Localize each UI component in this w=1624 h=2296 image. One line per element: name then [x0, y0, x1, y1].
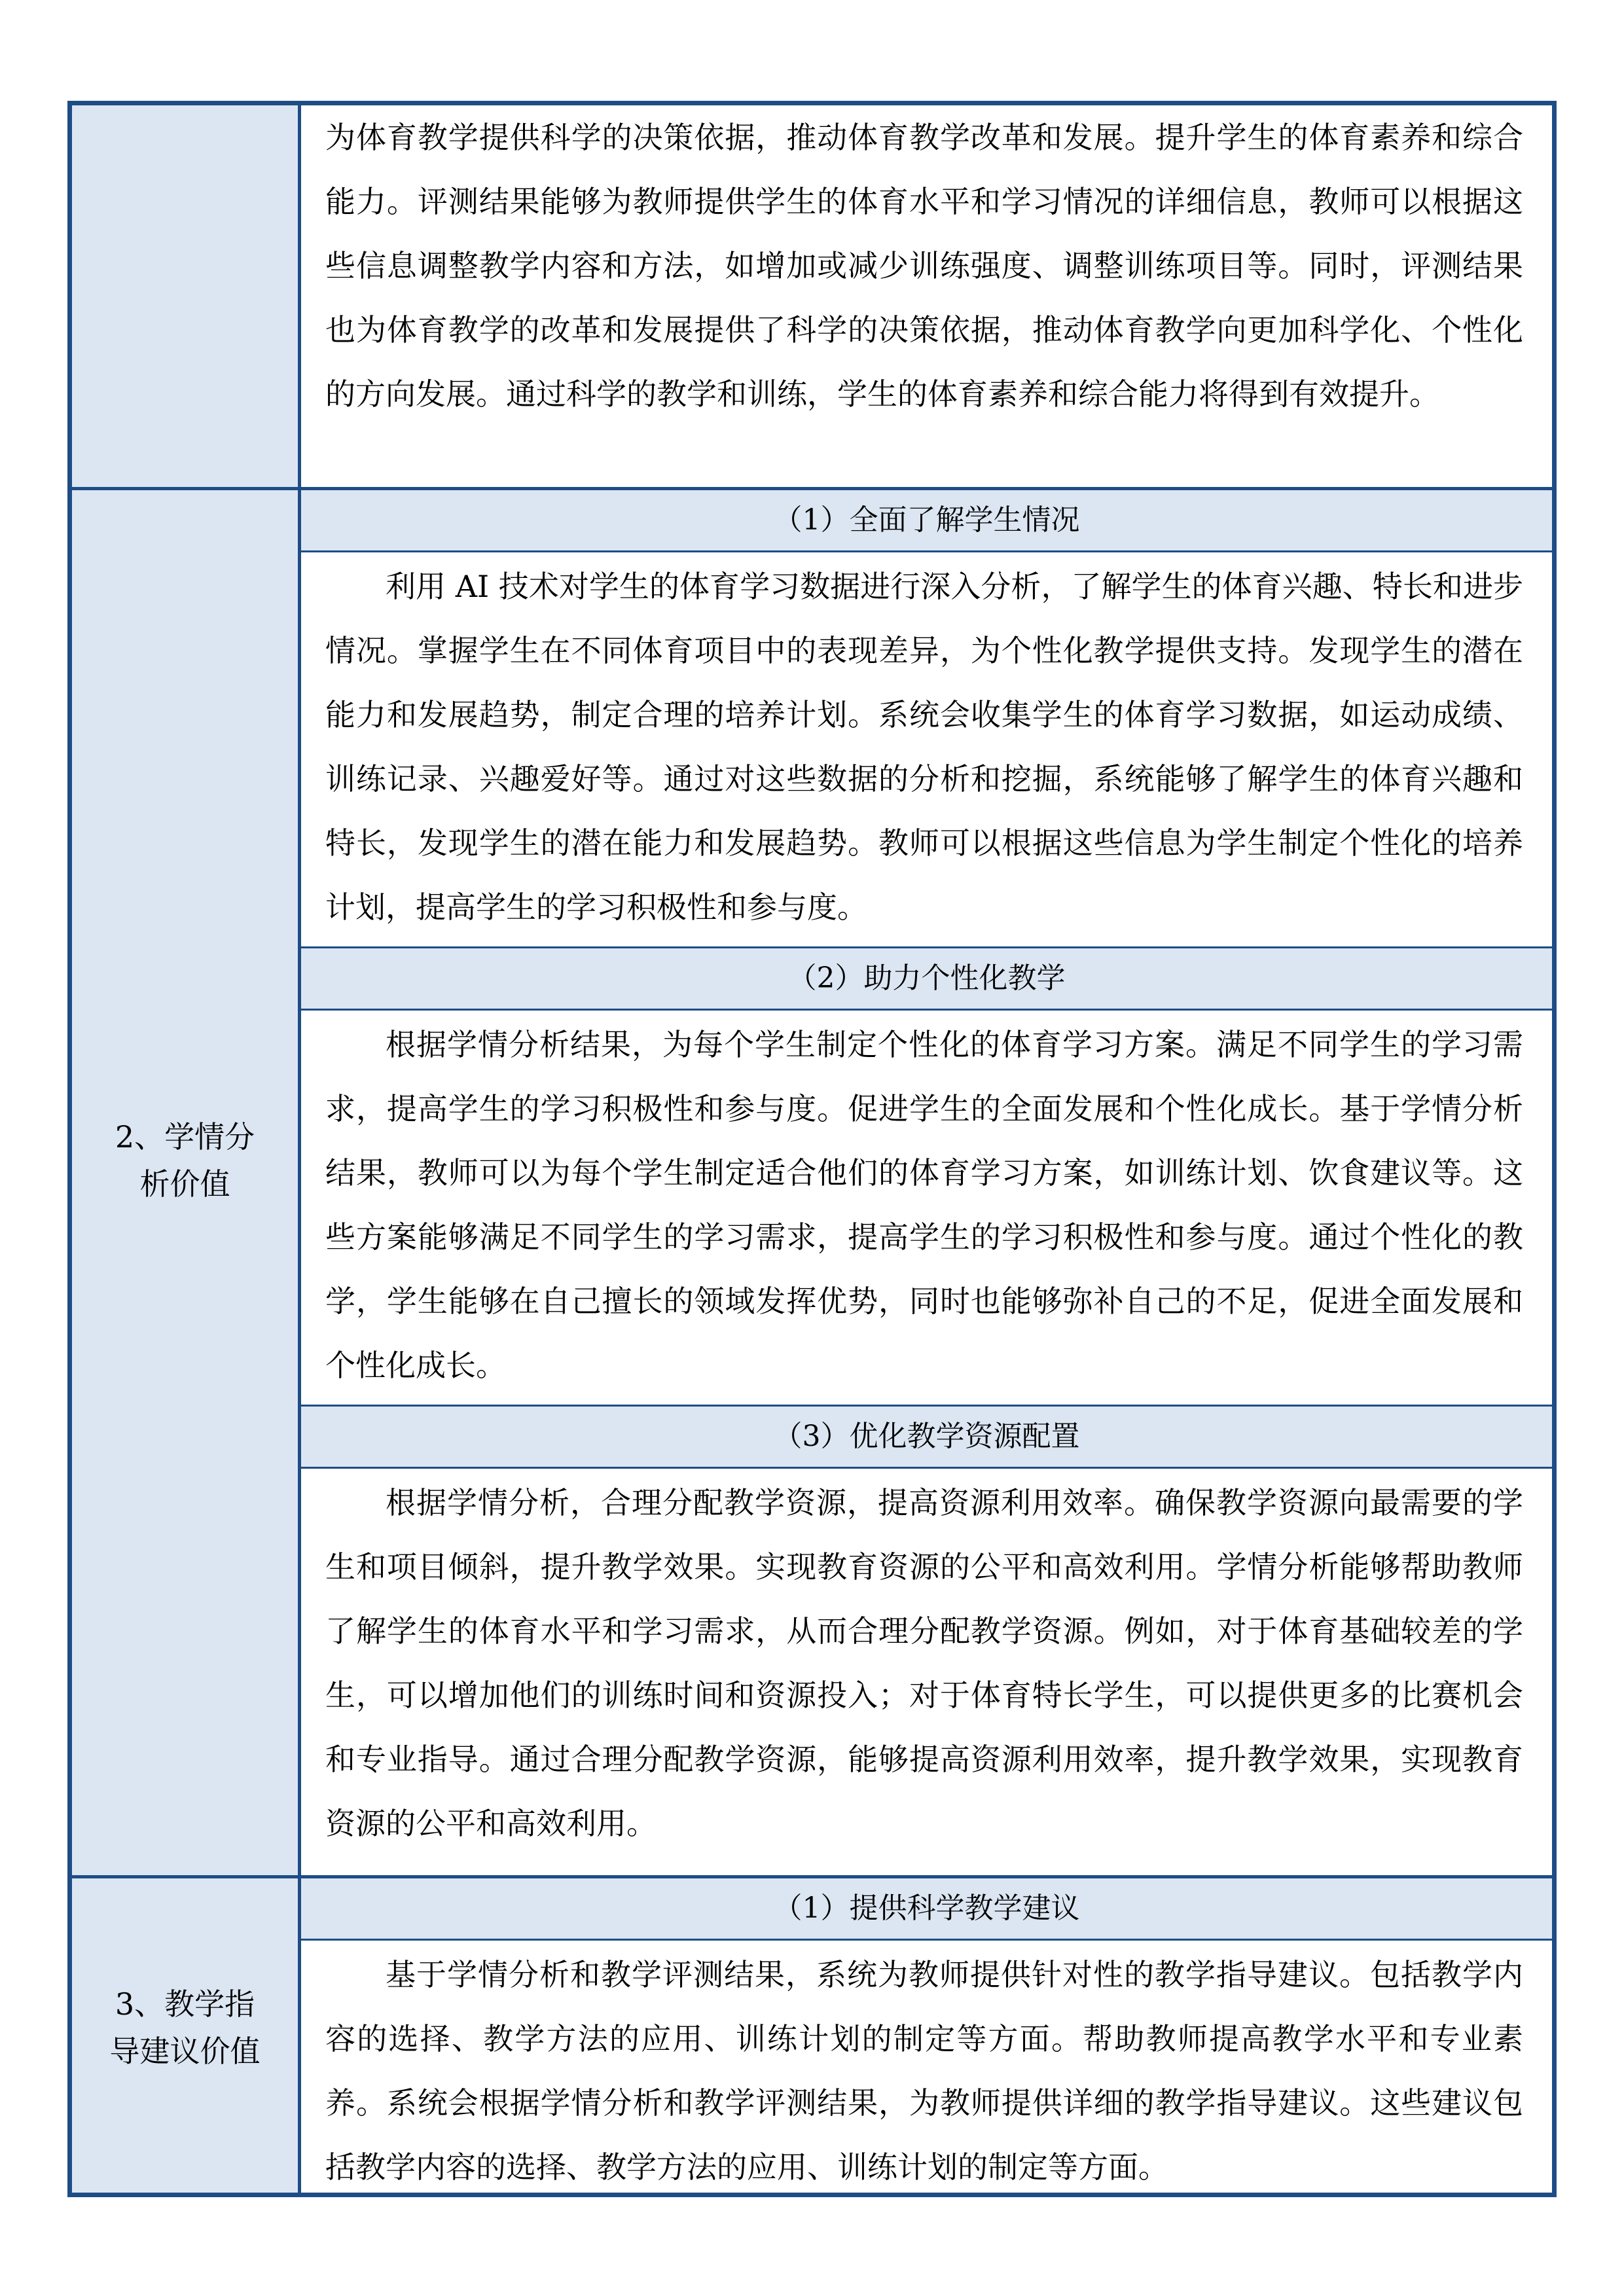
row-divider — [72, 487, 1552, 490]
row-divider — [72, 1875, 1552, 1878]
section-heading: （3）优化教学资源配置 — [301, 1407, 1552, 1467]
row-label-line: 2、学情分 — [115, 1119, 255, 1155]
section-heading: （1）提供科学教学建议 — [301, 1878, 1552, 1939]
section-divider — [298, 550, 1552, 552]
row1-label-cell — [72, 105, 298, 487]
section-divider — [298, 1467, 1552, 1469]
row-label-line: 析价值 — [139, 1166, 230, 1202]
paragraph: 利用 AI 技术对学生的体育学习数据进行深入分析，了解学生的体育兴趣、特长和进步情况。掌握学生在不同体育项目中的表现差异，为个性化教学提供支持。发现学生的潜在能力和发展趋势，制定合理的培养计划。系统会收集学生的体育学习数据，如运动成绩、训练记录、兴趣爱好等。通过对这些数据的分析和挖掘，系统能够了解学生的体育兴趣和特长，发现学生的潜在能力和发展趋势。教师可以根据这些信息为学生制定个性化的培养计划，提高学生的学习积极性和参与度。 — [325, 569, 1523, 925]
row-label-line: 导建议价值 — [109, 2034, 261, 2069]
content-table — [67, 101, 1557, 2197]
paragraph: 为体育教学提供科学的决策依据，推动体育教学改革和发展。提升学生的体育素养和综合能力。评测结果能够为教师提供学生的体育水平和学习情况的详细信息，教师可以根据这些信息调整教学内容和方法，如增加或减少训练强度、调整训练项目等。同时，评测结果也为体育教学的改革和发展提供了科学的决策依据，推动体育教学向更加科学化、个性化的方向发展。通过科学的教学和训练，学生的体育素养和综合能力将得到有效提升。 — [325, 120, 1523, 412]
section-divider — [298, 946, 1552, 948]
section-divider — [298, 1009, 1552, 1011]
column-divider — [298, 105, 301, 2193]
paragraph: 根据学情分析，合理分配教学资源，提高资源利用效率。确保教学资源向最需要的学生和项目倾斜，提升教学效果。实现教育资源的公平和高效利用。学情分析能够帮助教师了解学生的体育水平和学习需求，从而合理分配教学资源。例如，对于体育基础较差的学生，可以增加他们的训练时间和资源投入；对于体育特长学生，可以提供更多的比赛机会和专业指导。通过合理分配教学资源，能够提高资源利用效率，提升教学效果，实现教育资源的公平和高效利用。 — [325, 1485, 1523, 1841]
section-divider — [298, 1939, 1552, 1941]
row-label — [72, 1113, 298, 1208]
section-divider — [298, 1405, 1552, 1407]
row-label — [72, 1981, 298, 2075]
paragraph: 基于学情分析和教学评测结果，系统为教师提供针对性的教学指导建议。包括教学内容的选择、教学方法的应用、训练计划的制定等方面。帮助教师提高教学水平和专业素养。系统会根据学情分析和教学评测结果，为教师提供详细的教学指导建议。这些建议包括教学内容的选择、教学方法的应用、训练计划的制定等方面。 — [325, 1957, 1523, 2185]
row-label-line: 3、教学指 — [115, 1986, 255, 2022]
section-heading: （1）全面了解学生情况 — [301, 490, 1552, 550]
paragraph: 根据学情分析结果，为每个学生制定个性化的体育学习方案。满足不同学生的学习需求，提高学生的学习积极性和参与度。促进学生的全面发展和个性化成长。基于学情分析结果，教师可以为每个学生制定适合他们的体育学习方案，如训练计划、饮食建议等。这些方案能够满足不同学生的学习需求，提高学生的学习积极性和参与度。通过个性化的教学，学生能够在自己擅长的领域发挥优势，同时也能够弥补自己的不足，促进全面发展和个性化成长。 — [325, 1027, 1523, 1383]
section-heading: （2）助力个性化教学 — [301, 948, 1552, 1009]
